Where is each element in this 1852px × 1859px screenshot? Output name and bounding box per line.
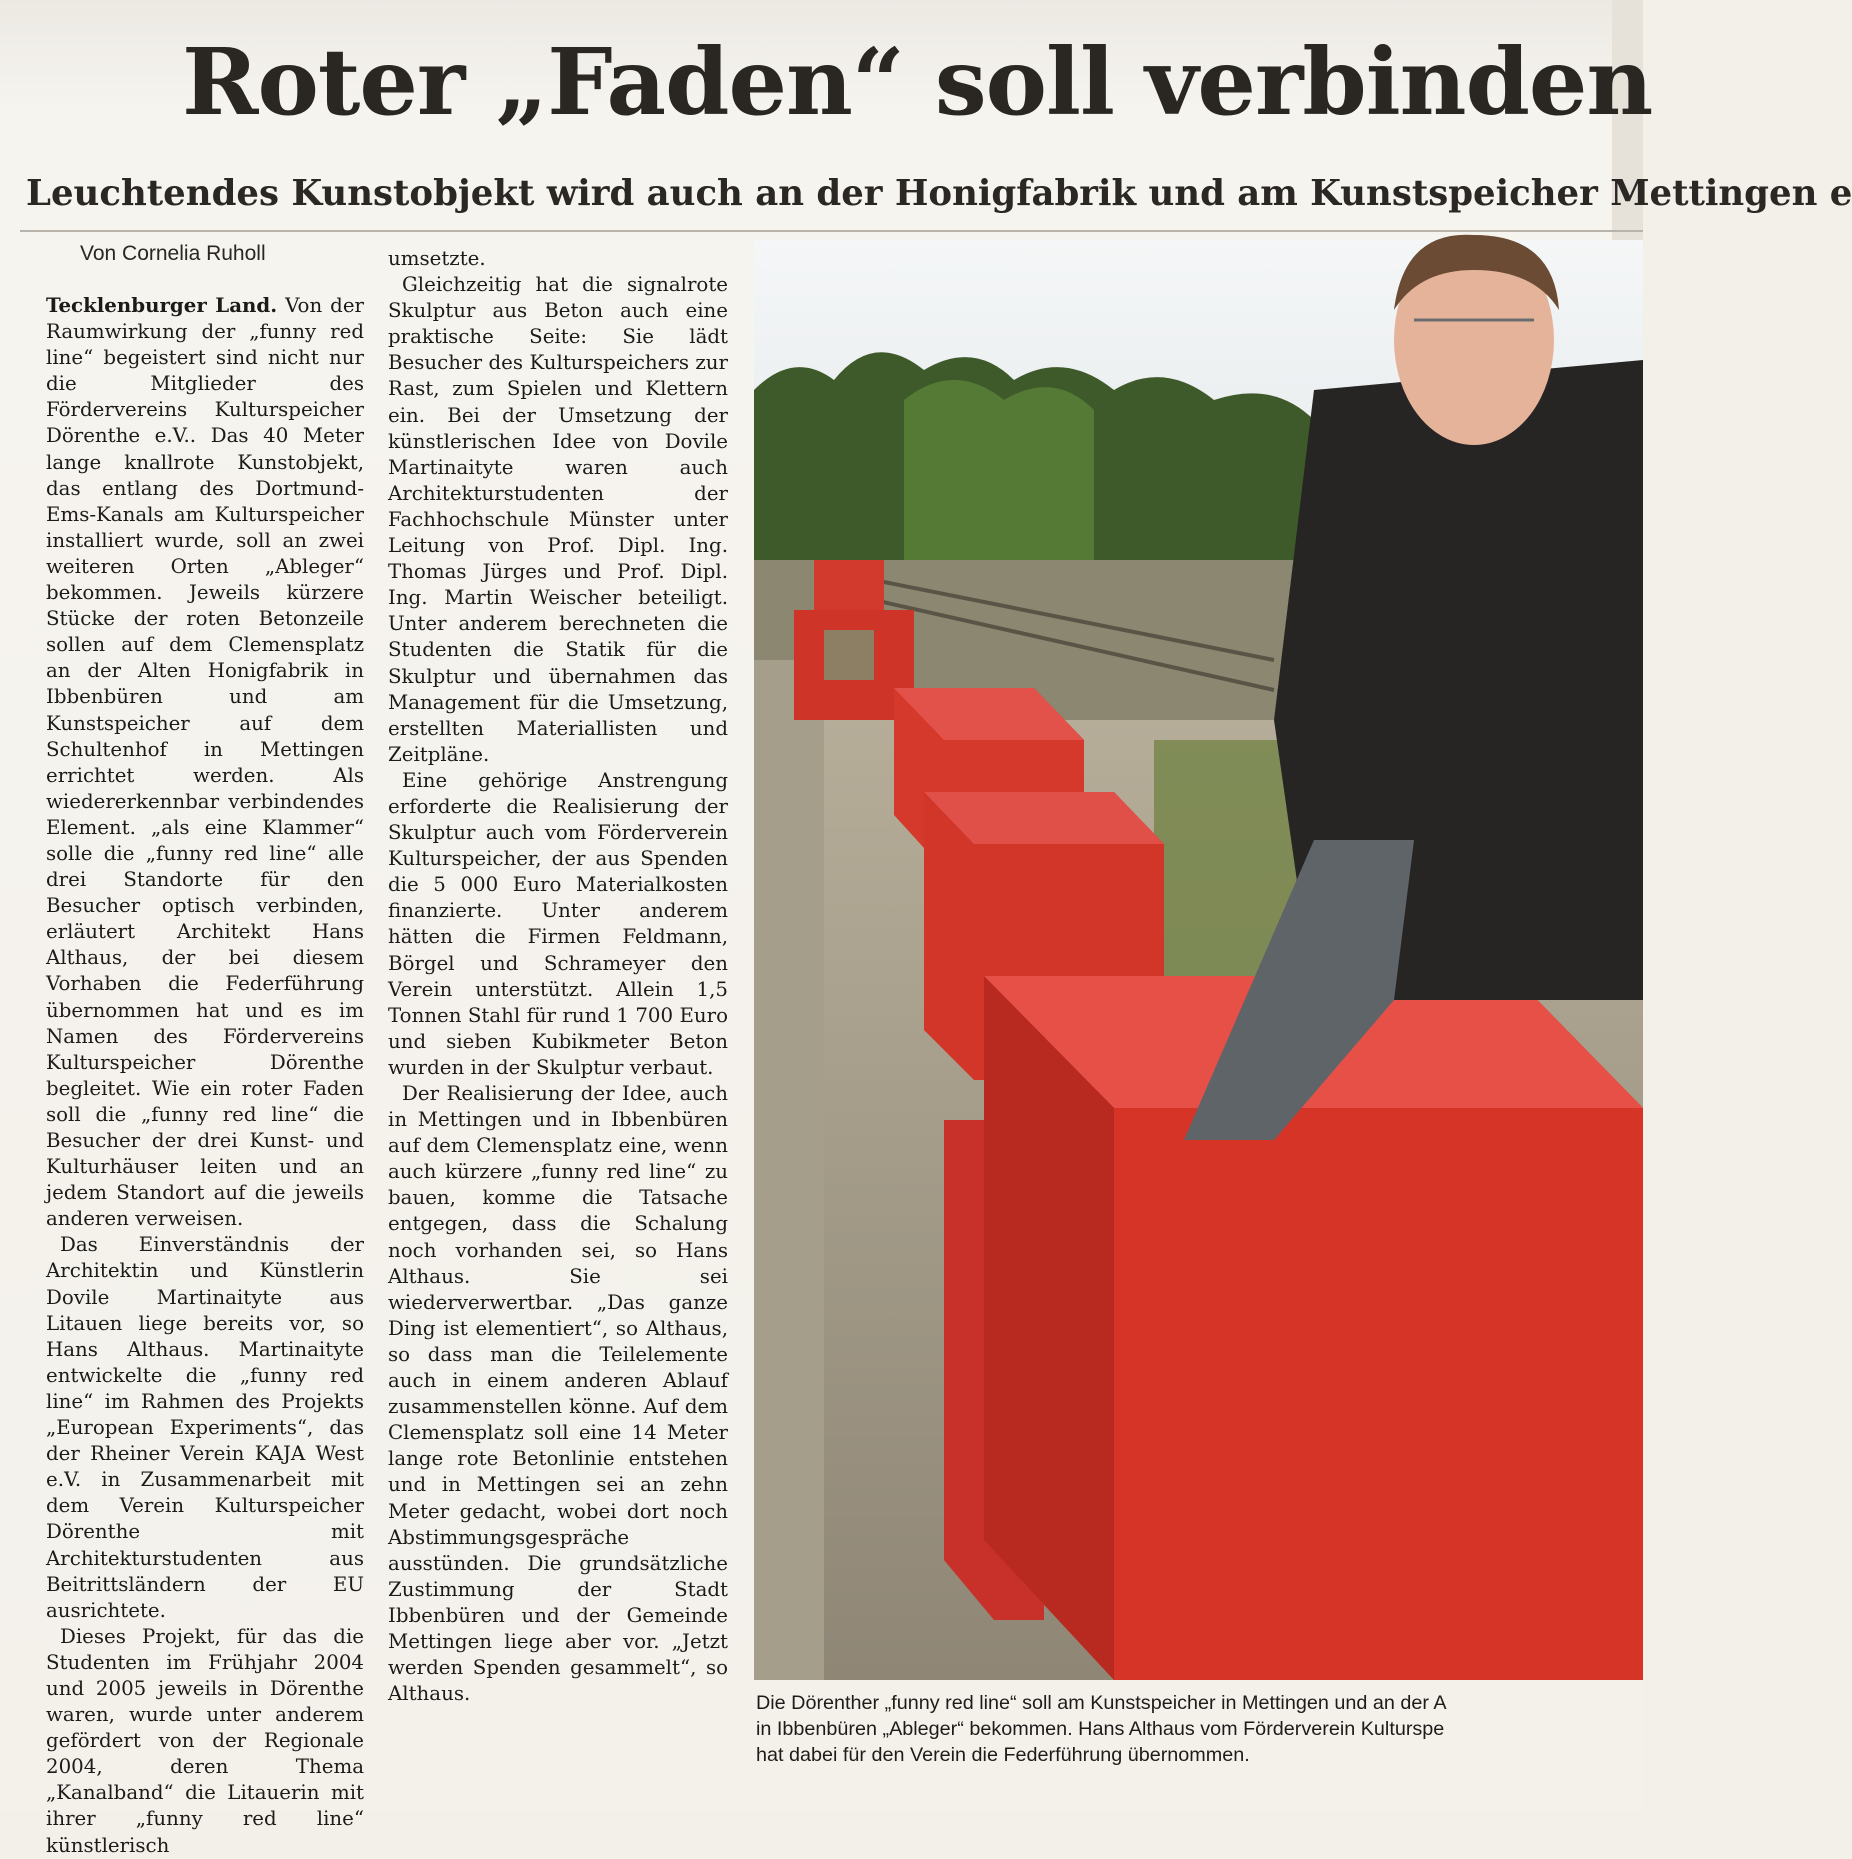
divider xyxy=(20,230,1643,232)
paragraph-4: umsetzte. xyxy=(388,247,486,270)
text-column-2 xyxy=(388,246,728,1707)
paragraph-3: Dieses Projekt, für das die Studenten im Frühjahr 2004 und 2005 jeweils in Dörenthe waren, wurde unter anderem gefördert von der Regionale 2004, deren Thema „Kanalband“ die Litauerin mit ihrer „funny red line“ künstlerisch xyxy=(46,1624,364,1857)
subheadline: Leuchtendes Kunstobjekt wird auch an der Honigfabrik und am Kunstspeicher Mettingen e xyxy=(26,173,1852,214)
trees-light xyxy=(904,380,1094,570)
paragraph-6: Eine gehörige Anstrengung erforderte die Realisierung der Skulptur auch vom Förderverein Kulturspeicher, der aus Spenden die 5 000 Euro Materialkosten finanzierte. Unter anderem hätten die Firmen Feldmann, Börgel und Schrameyer den Verein unterstützt. Allein 1,5 Tonnen Stahl für rund 1 700 Euro und sieben Kubikmeter Beton wurden in der Skulptur verbaut. xyxy=(388,768,728,1079)
path-edge xyxy=(754,660,824,1680)
photo-illustration xyxy=(754,240,1643,1680)
sculpture-frame-opening xyxy=(824,630,874,680)
paragraph-5: Gleichzeitig hat die signalrote Skulptur aus Beton auch eine praktische Seite: Sie lädt Besucher des Kulturspeichers zur Rast, zum Spielen und Klettern ein. Bei der Umsetzung der künstlerischen Idee von Dovile Martinaityte waren auch Architekturstudenten der Fachhochschule Münster unter Leitung von Prof. Dipl. Ing. Thomas Jürges und Prof. Dipl. Ing. Martin Weischer beteiligt. Unter anderem berechneten die Studenten die Statik für die Skulptur und übernahmen das Management für die Umsetzung, erstellten Materiallisten und Zeitpläne. xyxy=(388,273,728,766)
article-photo xyxy=(754,240,1643,1680)
paragraph-1-text: Von der Raumwirkung der „funny red line“ begeistert sind nicht nur die Mitglieder des Fördervereins Kulturspeicher Dörenthe e.V.. Das 40 Meter lange knallrote Kunstobjekt, das entlang des Dortmund-Ems-Kanals am Kulturspeicher installiert wurde, soll an zwei weiteren Orten „Ableger“ bekommen. Jeweils kürzere Stücke der roten Betonzeile sollen auf dem Clemensplatz an der Alten Honigfabrik in Ibbenbüren und am Kunstspeicher auf dem Schultenhof in Mettingen errichtet werden. Als wiedererkennbar verbindendes Element. „als eine Klammer“ solle die „funny red line“ alle drei Standorte für den Besucher optisch verbinden, erläutert Architekt Hans Althaus, der bei diesem Vorhaben die Federführung übernommen hat und es im Namen des Fördervereins Kulturspeicher Dörenthe begleitet. Wie ein roter Faden soll die „funny red line“ die Besucher der drei Kunst- und Kulturhäuser leiten und an jedem Standort auf die jeweils anderen verweisen. xyxy=(46,294,364,1231)
paragraph-2: Das Einverständnis der Architektin und Künstlerin Dovile Martinaityte aus Litauen liege bereits vor, so Hans Althaus. Martinaityte entwickelte die „funny red line“ im Rahmen des Projekts „European Experiments“, das der Rheiner Verein KAJA West e.V. in Zusammenarbeit mit dem Verein Kulturspeicher Dörenthe mit Architekturstudenten aus Beitrittsländern der EU ausrichtete. xyxy=(46,1233,364,1622)
text-column-1 xyxy=(46,292,364,1859)
paragraph-7: Der Realisierung der Idee, auch in Mettingen und in Ibbenbüren auf dem Clemensplatz eine, wenn auch kürzere „funny red line“ zu bauen, komme die Tatsache entgegen, dass die Schalung noch vorhanden sei, so Hans Althaus. Sie sei wiederverwertbar. „Das ganze Ding ist elementiert“, so Althaus, so dass man die Teilelemente auch in einem anderen Ablauf zusammenstellen könne. Auf dem Clemensplatz soll eine 14 Meter lange rote Betonlinie entstehen und in Mettingen sei an zehn Meter gedacht, wobei dort noch Abstimmungsgespräche ausstünden. Die grundsätzliche Zustimmung der Stadt Ibbenbüren und der Gemeinde Mettingen liege aber vor. „Jetzt werden Spenden gesammelt“, so Althaus. xyxy=(388,1082,728,1706)
dateline: Tecklenburger Land. xyxy=(46,293,278,317)
headline: Roter „Faden“ soll verbinden xyxy=(182,28,1653,136)
photo-caption: Die Dörenther „funny red line“ soll am Kunstspeicher in Mettingen und an der A in Ibbenbüren „Ableger“ bekommen. Hans Althaus vom Förderverein Kulturspe hat dabei für den Verein die Federführung übernommen. xyxy=(756,1692,1447,1766)
byline: Von Cornelia Ruholl xyxy=(80,242,266,265)
paragraph-1 xyxy=(46,292,364,1232)
